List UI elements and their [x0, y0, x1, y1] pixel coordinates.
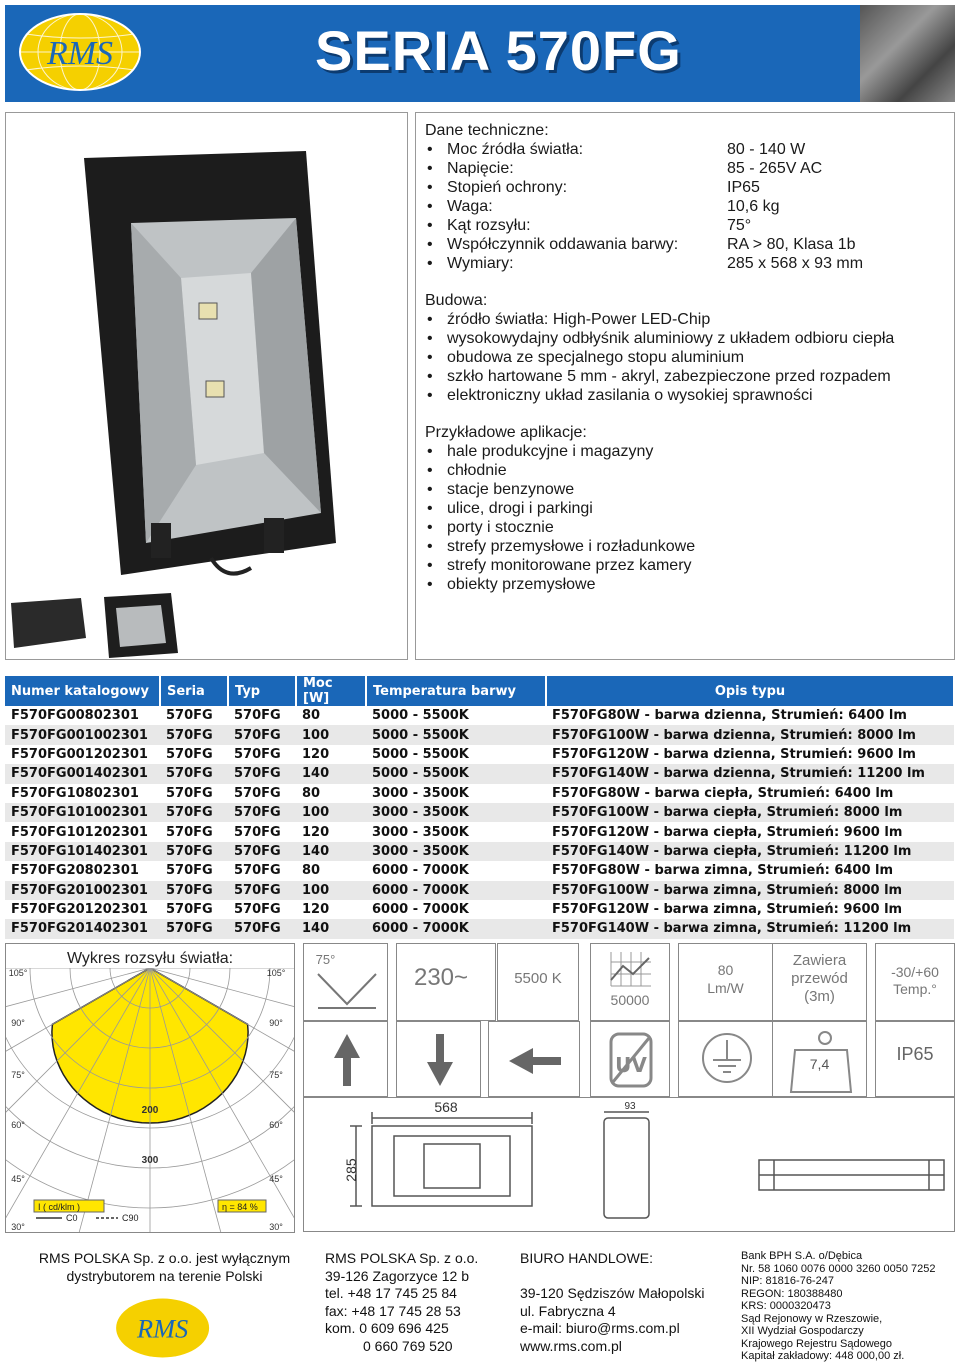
- ground-class-box: [678, 1021, 773, 1097]
- tech-row: [425, 140, 894, 159]
- polar-chart-panel: [5, 943, 295, 1233]
- polar-angle-label: 90°: [269, 1018, 283, 1028]
- apps-item: • porty i stocznie: [425, 518, 894, 537]
- table-cell: F570FG00802301: [5, 706, 160, 725]
- table-cell: F570FG001402301: [5, 764, 160, 783]
- specs-panel: [415, 112, 955, 660]
- no-uv-box: [590, 1021, 670, 1097]
- table-cell: F570FG101002301: [5, 803, 160, 822]
- temp-range: -30/+60: [891, 964, 939, 980]
- polar-c0: C0: [66, 1213, 78, 1223]
- table-cell: 80: [296, 706, 366, 725]
- tech-key: • Stopień ochrony:: [447, 179, 568, 196]
- table-cell: 570FG: [160, 822, 228, 841]
- table-cell: 100: [296, 803, 366, 822]
- tech-title: Dane techniczne:: [425, 122, 549, 139]
- table-cell: 570FG: [160, 706, 228, 725]
- tech-key: • Napięcie:: [447, 160, 514, 177]
- tech-key: • Kąt rozsyłu:: [447, 217, 531, 234]
- colour-temp-box: [497, 943, 579, 1021]
- table-cell: F570FG001202301: [5, 745, 160, 764]
- cable-box: [772, 943, 867, 1021]
- beam-angle-icon: [314, 964, 380, 1016]
- header-photo: [860, 5, 955, 102]
- efficacy-box: [678, 943, 773, 1021]
- svg-text:RMS: RMS: [137, 1314, 189, 1344]
- table-cell: 570FG: [228, 822, 296, 841]
- apps-item: • strefy przemysłowe i rozładunkowe: [425, 537, 894, 556]
- build-title: Budowa:: [425, 292, 488, 309]
- table-cell: 6000 - 7000K: [366, 919, 546, 938]
- tech-value: IP65: [727, 179, 760, 196]
- footer-office-street: ul. Fabryczna 4: [520, 1302, 616, 1319]
- table-cell: F570FG140W - barwa ciepła, Strumień: 11200 lm: [546, 842, 954, 861]
- build-item: • źródło światła: High-Power LED-Chip: [425, 310, 894, 329]
- apps-item: • hale produkcyjne i magazyny: [425, 442, 894, 461]
- logo-text: RMS: [46, 35, 114, 72]
- table-cell: 570FG: [228, 900, 296, 919]
- table-cell: 140: [296, 764, 366, 783]
- footer-website[interactable]: www.rms.com.pl: [520, 1337, 622, 1354]
- table-cell: 570FG: [228, 745, 296, 764]
- table-cell: 80: [296, 861, 366, 880]
- table-cell: F570FG101402301: [5, 842, 160, 861]
- polar-angle-label: 60°: [269, 1120, 283, 1130]
- tech-key: • Moc źródła światła:: [447, 141, 584, 158]
- arrow-left-icon: [507, 1046, 563, 1076]
- polar-angle-label: 105°: [8, 968, 28, 978]
- cable-line1: Zawiera: [792, 952, 847, 969]
- footer-company: RMS POLSKA Sp. z o.o.: [325, 1250, 479, 1266]
- polar-angle-label: 75°: [269, 1070, 283, 1080]
- footer-bank-line: Bank BPH S.A. o/Dębica: [741, 1250, 863, 1262]
- table-cell: F570FG100W - barwa dzienna, Strumień: 8000 lm: [546, 725, 954, 744]
- footer-bank-line: XII Wydział Gospodarczy: [741, 1325, 864, 1337]
- footer-email[interactable]: e-mail: biuro@rms.com.pl: [520, 1320, 680, 1336]
- table-row: [5, 861, 954, 880]
- table-cell: 570FG: [160, 919, 228, 938]
- table-header-cell: Typ: [228, 676, 296, 706]
- efficacy-unit: Lm/W: [707, 980, 744, 996]
- table-cell: 6000 - 7000K: [366, 861, 546, 880]
- table-cell: F570FG120W - barwa dzienna, Strumień: 9600 lm: [546, 745, 954, 764]
- tech-value: 85 - 265V AC: [727, 160, 823, 177]
- tech-row: [425, 159, 894, 178]
- arrow-up-icon: [332, 1032, 362, 1088]
- polar-angle-label: 30°: [269, 1222, 283, 1232]
- table-cell: 570FG: [228, 764, 296, 783]
- cable-line2: przewód: [791, 970, 848, 987]
- table-cell: 3000 - 3500K: [366, 822, 546, 841]
- table-cell: 570FG: [160, 784, 228, 803]
- table-cell: F570FG80W - barwa ciepła, Strumień: 6400 lm: [546, 784, 954, 803]
- footer-mobile-2: 0 660 769 520: [363, 1337, 453, 1354]
- tech-row: [425, 178, 894, 197]
- table-cell: 570FG: [160, 881, 228, 900]
- protective-earth-icon: [701, 1030, 753, 1086]
- table-cell: 5000 - 5500K: [366, 764, 546, 783]
- footer-distributor-2: dystrybutorem na terenie Polski: [66, 1267, 263, 1284]
- table-cell: 570FG: [228, 919, 296, 938]
- table-cell: 570FG: [228, 861, 296, 880]
- table-cell: 100: [296, 725, 366, 744]
- polar-eta: η = 84 %: [222, 1202, 258, 1212]
- table-cell: F570FG101202301: [5, 822, 160, 841]
- dim-depth: 93: [624, 1101, 636, 1112]
- footer-office-title: BIURO HANDLOWE:: [520, 1250, 654, 1266]
- lifetime-label: 50000: [610, 992, 650, 1008]
- polar-angle-label: 105°: [266, 968, 286, 978]
- table-row: [5, 764, 954, 783]
- table-cell: F570FG10802301: [5, 784, 160, 803]
- table-cell: 100: [296, 881, 366, 900]
- footer-fax: fax: +48 17 745 28 53: [325, 1302, 461, 1319]
- lifetime-chart-icon: [609, 950, 653, 988]
- table-row: [5, 745, 954, 764]
- table-cell: 120: [296, 745, 366, 764]
- table-cell: 5000 - 5500K: [366, 706, 546, 725]
- ip-label: IP65: [896, 1044, 934, 1064]
- table-header-cell: Opis typu: [546, 676, 954, 706]
- polar-unit: I ( cd/klm ): [38, 1202, 80, 1212]
- tech-row: [425, 197, 894, 216]
- table-cell: 3000 - 3500K: [366, 784, 546, 803]
- footer-bank-line: Nr. 58 1060 0076 0000 3260 0050 7252: [741, 1262, 936, 1275]
- polar-c90: C90: [122, 1213, 139, 1223]
- table-cell: F570FG100W - barwa ciepła, Strumień: 8000 lm: [546, 803, 954, 822]
- table-cell: 570FG: [228, 725, 296, 744]
- build-item: • obudowa ze specjalnego stopu aluminium: [425, 348, 894, 367]
- tech-value: 10,6 kg: [727, 198, 780, 215]
- polar-angle-label: 75°: [11, 1070, 25, 1080]
- weight-box: [772, 1021, 867, 1097]
- polar-radial-label: 300: [141, 1155, 159, 1166]
- page-title: SERIA 570FG: [315, 19, 682, 82]
- footer-col2: [325, 1250, 525, 1355]
- footer-bank-line: Sąd Rejonowy w Rzeszowie,: [741, 1312, 883, 1325]
- table-cell: 80: [296, 784, 366, 803]
- svg-text:UV: UV: [615, 1053, 647, 1077]
- footer-col3: [520, 1250, 730, 1355]
- tech-key: • Współczynnik oddawania barwy:: [447, 236, 679, 253]
- lifetime-box: [590, 943, 670, 1021]
- apps-title: Przykładowe aplikacje:: [425, 424, 587, 441]
- table-row: [5, 803, 954, 822]
- table-header-cell: Numer katalogowy: [5, 676, 160, 706]
- table-header-cell: Seria: [160, 676, 228, 706]
- table-cell: 120: [296, 900, 366, 919]
- table-cell: 570FG: [160, 725, 228, 744]
- footer-bank-line: KRS: 0000320473: [741, 1300, 831, 1312]
- table-cell: 570FG: [228, 784, 296, 803]
- polar-angle-label: 45°: [11, 1174, 25, 1184]
- table-cell: 570FG: [228, 803, 296, 822]
- footer-rms-logo: [108, 1297, 218, 1359]
- voltage-box: [396, 943, 496, 1021]
- table-cell: 570FG: [160, 745, 228, 764]
- footer-mobile: kom. 0 609 696 425: [325, 1320, 449, 1336]
- table-cell: 6000 - 7000K: [366, 900, 546, 919]
- apps-item: • strefy monitorowane przez kamery: [425, 556, 894, 575]
- mount-side-box: [488, 1021, 580, 1097]
- apps-item: • ulice, drogi i parkingi: [425, 499, 894, 518]
- polar-chart: [6, 968, 294, 1232]
- table-header-cell: Temperatura barwy: [366, 676, 546, 706]
- footer-col1: [22, 1250, 307, 1285]
- dimension-drawing: [303, 1097, 955, 1232]
- table-cell: 6000 - 7000K: [366, 881, 546, 900]
- table-cell: 3000 - 3500K: [366, 842, 546, 861]
- table-cell: 5000 - 5500K: [366, 725, 546, 744]
- beam-angle-label: 75°: [315, 952, 336, 967]
- apps-list: [425, 442, 894, 594]
- table-row: [5, 725, 954, 744]
- build-item: • szkło hartowane 5 mm - akryl, zabezpieczone przed rozpadem: [425, 367, 894, 386]
- tech-key: • Waga:: [447, 198, 493, 215]
- tech-row: [425, 254, 894, 273]
- polar-angle-label: 90°: [11, 1018, 25, 1028]
- table-cell: 570FG: [160, 900, 228, 919]
- mount-down-box: [396, 1021, 481, 1097]
- table-row: [5, 881, 954, 900]
- beam-angle-box: [303, 943, 388, 1021]
- footer-bank-line: Krajowego Rejestru Sądowego: [741, 1337, 893, 1350]
- table-row: [5, 706, 954, 725]
- footer-bank-line: Kapitał zakładowy: 448 000,00 zł.: [741, 1350, 905, 1362]
- table-header-row: [5, 676, 954, 706]
- table-cell: F570FG140W - barwa zimna, Strumień: 11200 lm: [546, 919, 954, 938]
- mount-up-box: [303, 1021, 388, 1097]
- build-list: [425, 310, 894, 405]
- table-cell: F570FG201402301: [5, 919, 160, 938]
- tech-value: 285 x 568 x 93 mm: [727, 255, 864, 272]
- cable-line3: (3m): [804, 988, 835, 1005]
- no-uv-icon: [609, 1032, 653, 1088]
- table-cell: F570FG201002301: [5, 881, 160, 900]
- polar-title: Wykres rozsyłu światła:: [66, 950, 234, 967]
- table-cell: F570FG120W - barwa zimna, Strumień: 9600 lm: [546, 900, 954, 919]
- build-item: • wysokowydajny odbłyśnik aluminiowy z układem odbioru ciepła: [425, 329, 894, 348]
- footer-office-city: 39-120 Sędziszów Małopolski: [520, 1285, 705, 1301]
- table-row: [5, 822, 954, 841]
- tech-row: [425, 216, 894, 235]
- tech-value: 80 - 140 W: [727, 141, 806, 158]
- tech-row: [425, 235, 894, 254]
- floodlight-illustration: [6, 113, 407, 659]
- table-row: [5, 919, 954, 938]
- table-cell: F570FG120W - barwa ciepła, Strumień: 9600 lm: [546, 822, 954, 841]
- polar-radial-label: 200: [141, 1105, 159, 1116]
- colour-temp-label: 5500 K: [514, 970, 562, 987]
- dim-width: 568: [434, 1099, 458, 1115]
- footer-tel: tel. +48 17 745 25 84: [325, 1285, 457, 1301]
- table-cell: F570FG100W - barwa zimna, Strumień: 8000 lm: [546, 881, 954, 900]
- tech-key: • Wymiary:: [447, 255, 514, 272]
- table-cell: 570FG: [228, 706, 296, 725]
- table-cell: 3000 - 3500K: [366, 803, 546, 822]
- footer-distributor-1: RMS POLSKA Sp. z o.o. jest wyłącznym: [38, 1250, 291, 1266]
- dim-height: 285: [343, 1158, 359, 1182]
- temp-label: Temp.°: [893, 981, 937, 997]
- table-row: [5, 900, 954, 919]
- table-cell: 570FG: [160, 803, 228, 822]
- catalog-table: [5, 676, 955, 939]
- table-row: [5, 842, 954, 861]
- footer-address: 39-126 Zagorzyce 12 b: [325, 1267, 469, 1284]
- table-cell: 570FG: [228, 881, 296, 900]
- footer-bank-line: REGON: 180388480: [741, 1287, 843, 1300]
- table-header-cell: Moc [W]: [296, 676, 366, 706]
- efficacy-value: 80: [717, 962, 734, 978]
- table-cell: F570FG201202301: [5, 900, 160, 919]
- polar-angle-label: 45°: [269, 1174, 283, 1184]
- apps-item: • stacje benzynowe: [425, 480, 894, 499]
- ip-box: [875, 1021, 955, 1097]
- table-cell: F570FG80W - barwa zimna, Strumień: 6400 lm: [546, 861, 954, 880]
- table-cell: 570FG: [228, 842, 296, 861]
- footer-col4: [741, 1250, 956, 1363]
- table-cell: F570FG20802301: [5, 861, 160, 880]
- product-photo-panel: [5, 112, 408, 660]
- table-cell: F570FG001002301: [5, 725, 160, 744]
- table-cell: 140: [296, 842, 366, 861]
- arrow-down-icon: [425, 1032, 455, 1088]
- tech-list: [425, 140, 894, 273]
- table-row: [5, 784, 954, 803]
- weight-label: 7,4: [809, 1056, 830, 1072]
- footer-bank-line: NIP: 81816-76-247: [741, 1275, 834, 1287]
- build-item: • elektroniczny układ zasilania o wysokiej sprawności: [425, 386, 894, 405]
- polar-angle-label: 60°: [11, 1120, 25, 1130]
- table-cell: 570FG: [160, 842, 228, 861]
- dimension-svg: [304, 1098, 954, 1231]
- table-cell: F570FG140W - barwa dzienna, Strumień: 11200 lm: [546, 764, 954, 783]
- rms-logo: [18, 12, 143, 92]
- tech-value: 75°: [727, 217, 752, 234]
- apps-item: • chłodnie: [425, 461, 894, 480]
- table-cell: 570FG: [160, 861, 228, 880]
- tech-value: RA > 80, Klasa 1b: [727, 236, 856, 253]
- table-cell: 5000 - 5500K: [366, 745, 546, 764]
- apps-item: • obiekty przemysłowe: [425, 575, 894, 594]
- table-cell: 140: [296, 919, 366, 938]
- voltage-label: 230~: [413, 964, 469, 991]
- temperature-box: [875, 943, 955, 1021]
- table-cell: 120: [296, 822, 366, 841]
- table-cell: 570FG: [160, 764, 228, 783]
- polar-angle-label: 30°: [11, 1222, 25, 1232]
- table-cell: F570FG80W - barwa dzienna, Strumień: 6400 lm: [546, 706, 954, 725]
